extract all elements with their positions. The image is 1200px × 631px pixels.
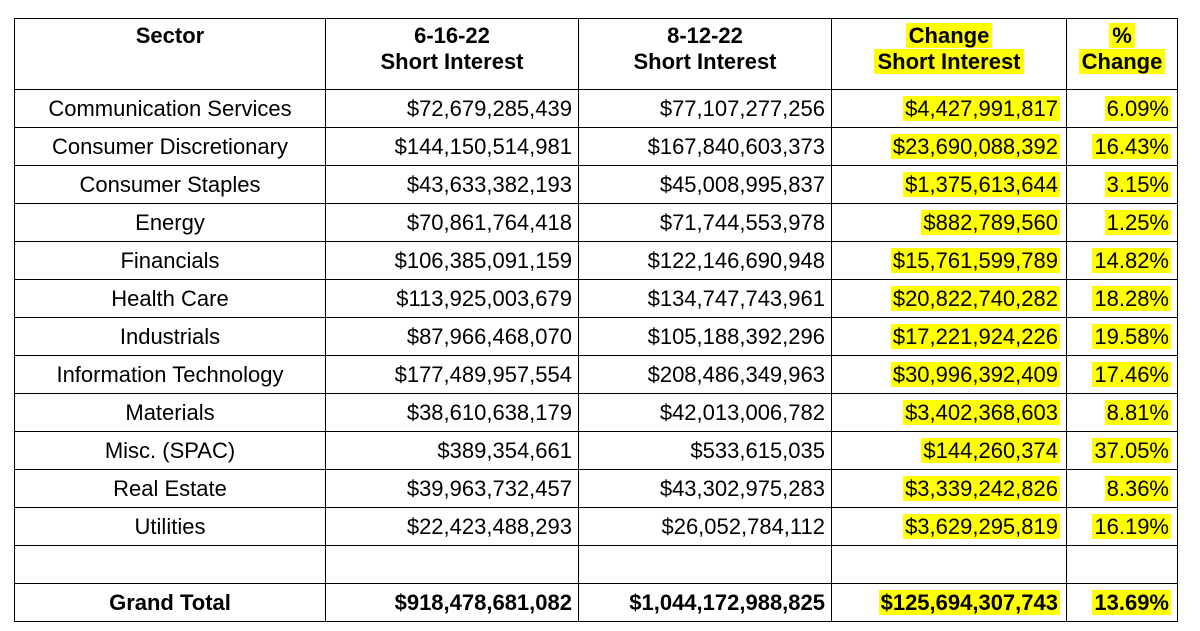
table-row [15,242,1178,280]
table-row [15,204,1178,242]
cell-sector: Industrials [15,318,326,356]
table-row [15,128,1178,166]
short-interest-table [14,18,1178,622]
header-pct-line1: % [1109,23,1135,48]
cell-short-interest-6-16-22: $144,150,514,981 [326,128,579,166]
cell-sector: Materials [15,394,326,432]
blank-cell [832,546,1067,584]
cell-sector: Utilities [15,508,326,546]
cell-percent-change: 37.05% [1067,432,1178,470]
cell-short-interest-8-12-22: $533,615,035 [579,432,832,470]
cell-short-interest-6-16-22: $70,861,764,418 [326,204,579,242]
cell-short-interest-8-12-22: $71,744,553,978 [579,204,832,242]
cell-short-interest-8-12-22: $134,747,743,961 [579,280,832,318]
table-row [15,394,1178,432]
cell-grand-total-percent: 13.69% [1067,584,1178,622]
blank-cell [579,546,832,584]
header-label-2: Short Interest [633,49,777,74]
table-row [15,470,1178,508]
cell-sector: Financials [15,242,326,280]
table-row [15,356,1178,394]
cell-short-interest-8-12-22: $42,013,006,782 [579,394,832,432]
cell-short-interest-6-16-22: $38,610,638,179 [326,394,579,432]
cell-sector: Energy [15,204,326,242]
cell-short-interest-6-16-22: $72,679,285,439 [326,90,579,128]
table-row [15,432,1178,470]
cell-change-short-interest: $3,402,368,603 [832,394,1067,432]
cell-short-interest-6-16-22: $389,354,661 [326,432,579,470]
header-percent-change [1067,19,1178,90]
cell-percent-change: 1.25% [1067,204,1178,242]
blank-cell [1067,546,1178,584]
cell-percent-change: 6.09% [1067,90,1178,128]
header-date-2: 8-12-22 [667,23,743,48]
cell-percent-change: 3.15% [1067,166,1178,204]
cell-short-interest-8-12-22: $26,052,784,112 [579,508,832,546]
cell-sector: Information Technology [15,356,326,394]
short-interest-table-container [14,18,1178,622]
cell-sector: Consumer Staples [15,166,326,204]
cell-grand-total-8-12-22: $1,044,172,988,825 [579,584,832,622]
cell-short-interest-6-16-22: $106,385,091,159 [326,242,579,280]
cell-sector: Misc. (SPAC) [15,432,326,470]
cell-short-interest-8-12-22: $208,486,349,963 [579,356,832,394]
blank-cell [326,546,579,584]
cell-percent-change: 17.46% [1067,356,1178,394]
cell-short-interest-8-12-22: $105,188,392,296 [579,318,832,356]
table-row [15,280,1178,318]
cell-short-interest-8-12-22: $77,107,277,256 [579,90,832,128]
cell-sector: Consumer Discretionary [15,128,326,166]
cell-change-short-interest: $882,789,560 [832,204,1067,242]
cell-percent-change: 16.19% [1067,508,1178,546]
header-6-16-22-short-interest [326,19,579,90]
header-row [15,19,1178,90]
cell-change-short-interest: $1,375,613,644 [832,166,1067,204]
cell-short-interest-6-16-22: $113,925,003,679 [326,280,579,318]
header-change-line2: Short Interest [874,49,1023,74]
cell-short-interest-8-12-22: $43,302,975,283 [579,470,832,508]
cell-percent-change: 14.82% [1067,242,1178,280]
cell-sector: Health Care [15,280,326,318]
cell-short-interest-6-16-22: $43,633,382,193 [326,166,579,204]
cell-change-short-interest: $23,690,088,392 [832,128,1067,166]
table-row [15,90,1178,128]
blank-cell [15,546,326,584]
cell-change-short-interest: $144,260,374 [832,432,1067,470]
cell-change-short-interest: $20,822,740,282 [832,280,1067,318]
header-8-12-22-short-interest [579,19,832,90]
cell-change-short-interest: $30,996,392,409 [832,356,1067,394]
header-label-1: Short Interest [380,49,524,74]
cell-change-short-interest: $15,761,599,789 [832,242,1067,280]
header-change-line1: Change [906,23,993,48]
cell-percent-change: 8.36% [1067,470,1178,508]
table-row [15,166,1178,204]
cell-change-short-interest: $3,339,242,826 [832,470,1067,508]
grand-total-row [15,584,1178,622]
cell-percent-change: 19.58% [1067,318,1178,356]
cell-grand-total-label: Grand Total [15,584,326,622]
cell-short-interest-6-16-22: $87,966,468,070 [326,318,579,356]
header-pct-line2: Change [1079,49,1166,74]
cell-change-short-interest: $3,629,295,819 [832,508,1067,546]
table-row [15,318,1178,356]
cell-change-short-interest: $4,427,991,817 [832,90,1067,128]
cell-short-interest-8-12-22: $122,146,690,948 [579,242,832,280]
cell-grand-total-6-16-22: $918,478,681,082 [326,584,579,622]
header-sector: Sector [15,19,326,90]
cell-sector: Real Estate [15,470,326,508]
cell-percent-change: 8.81% [1067,394,1178,432]
cell-percent-change: 16.43% [1067,128,1178,166]
table-row [15,508,1178,546]
header-change-short-interest [832,19,1067,90]
cell-short-interest-6-16-22: $22,423,488,293 [326,508,579,546]
cell-short-interest-6-16-22: $177,489,957,554 [326,356,579,394]
cell-sector: Communication Services [15,90,326,128]
blank-row [15,546,1178,584]
cell-change-short-interest: $17,221,924,226 [832,318,1067,356]
cell-percent-change: 18.28% [1067,280,1178,318]
cell-grand-total-change: $125,694,307,743 [832,584,1067,622]
cell-short-interest-8-12-22: $45,008,995,837 [579,166,832,204]
cell-short-interest-6-16-22: $39,963,732,457 [326,470,579,508]
header-date-1: 6-16-22 [414,23,490,48]
cell-short-interest-8-12-22: $167,840,603,373 [579,128,832,166]
table-body [15,90,1178,622]
